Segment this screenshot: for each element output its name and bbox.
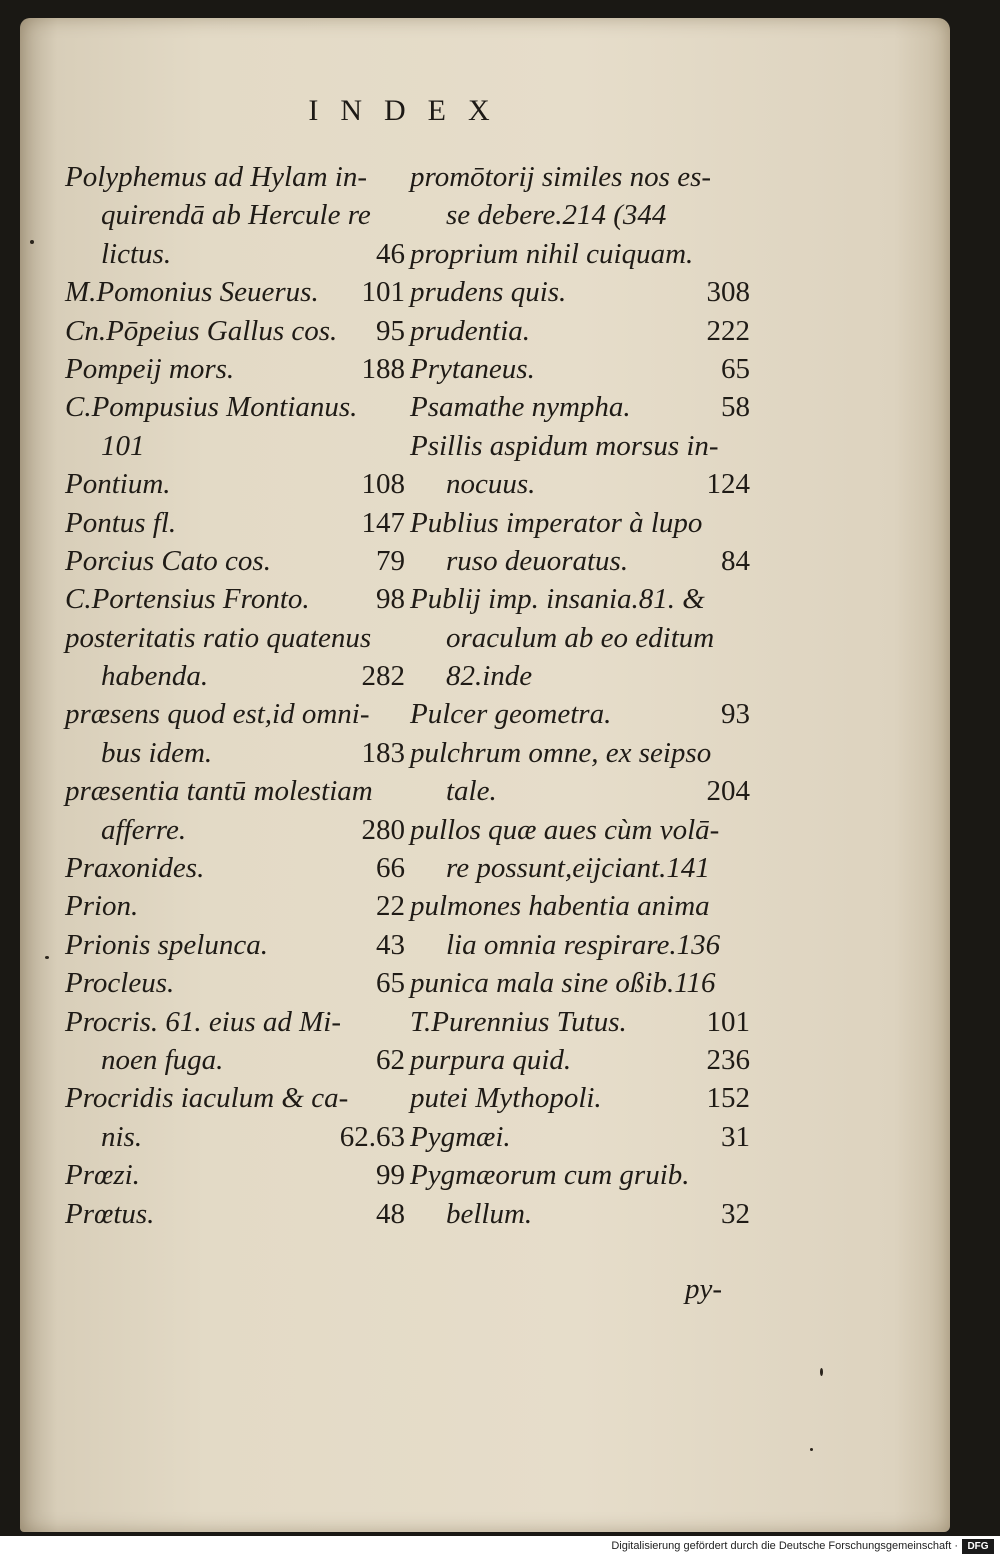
index-entry	[410, 619, 750, 657]
entry-text: Prœzi.	[65, 1159, 140, 1192]
entry-text: Psamathe nympha.	[410, 391, 631, 424]
entry-text: habenda.	[101, 660, 209, 693]
entry-text: Publij imp. insania.81. &	[410, 583, 705, 616]
entry-text: pulchrum omne, ex seipso	[410, 736, 712, 769]
entry-page-number: 124	[706, 468, 750, 501]
entry-page-number: 280	[361, 813, 405, 846]
index-entry	[410, 964, 750, 1002]
index-entry	[65, 312, 405, 350]
index-column-right	[410, 158, 750, 1233]
entry-page-number: 101	[361, 276, 405, 309]
entry-text: Cn.Pōpeius Gallus cos.	[65, 314, 338, 347]
index-entry	[65, 849, 405, 887]
entry-page-number: 66	[376, 852, 405, 885]
entry-page-number: 188	[361, 352, 405, 385]
entry-text: Pontus fl.	[65, 506, 177, 539]
entry-text: pulmones habentia anima	[410, 890, 710, 923]
entry-text: nis.	[101, 1120, 143, 1153]
index-entry	[65, 734, 405, 772]
entry-page-number: 308	[706, 276, 750, 309]
entry-page-number: 236	[706, 1043, 750, 1076]
index-entry	[410, 926, 750, 964]
entry-text: posteritatis ratio quatenus	[65, 621, 372, 654]
entry-text: Praxonides.	[65, 852, 205, 885]
entry-text: proprium nihil cuiquam.	[410, 237, 694, 270]
entry-text: tale.	[446, 775, 497, 808]
index-entry	[410, 542, 750, 580]
entry-text: præsens quod est,id omni-	[65, 698, 370, 731]
entry-text: Pygmæorum cum gruib.	[410, 1159, 690, 1192]
entry-text: C.Pompusius Montianus.	[65, 391, 358, 424]
entry-text: Procris. 61. eius ad Mi-	[65, 1005, 342, 1038]
index-entry	[410, 235, 750, 273]
index-entry	[410, 1156, 750, 1194]
index-entry	[65, 964, 405, 1002]
entry-page-number: 46	[376, 237, 405, 270]
entry-text: se debere.214 (344	[446, 199, 667, 232]
entry-page-number: 48	[376, 1197, 405, 1230]
index-entry	[65, 811, 405, 849]
entry-text: nocuus.	[446, 468, 536, 501]
index-entry	[410, 465, 750, 503]
index-entry	[410, 1118, 750, 1156]
index-entry	[410, 1195, 750, 1233]
entry-text: 82.inde	[446, 660, 533, 693]
entry-page-number: 147	[361, 506, 405, 539]
ink-speck	[820, 1368, 823, 1376]
entry-text: C.Portensius Fronto.	[65, 583, 310, 616]
index-entry	[410, 695, 750, 733]
index-entry	[65, 1041, 405, 1079]
entry-text: Pygmæi.	[410, 1120, 511, 1153]
entry-text: Procleus.	[65, 967, 175, 1000]
index-entry	[410, 1041, 750, 1079]
index-entry	[65, 504, 405, 542]
entry-text: T.Purennius Tutus.	[410, 1005, 627, 1038]
entry-text: Prionis spelunca.	[65, 928, 268, 961]
index-entry	[65, 427, 405, 465]
entry-page-number: 65	[721, 352, 750, 385]
index-entry	[65, 580, 405, 618]
book-page	[20, 18, 950, 1532]
entry-text: ruso deuoratus.	[446, 544, 629, 577]
entry-text: Prœtus.	[65, 1197, 155, 1230]
index-entry	[65, 388, 405, 426]
index-entry	[65, 1118, 405, 1156]
entry-page-number: 93	[721, 698, 750, 731]
entry-page-number: 152	[706, 1082, 750, 1115]
ink-speck	[810, 1448, 813, 1451]
entry-page-number: 183	[361, 736, 405, 769]
index-entry	[65, 887, 405, 925]
index-entry	[410, 734, 750, 772]
index-column-left	[65, 158, 405, 1233]
entry-text: afferre.	[101, 813, 187, 846]
entry-text: Publius imperator à lupo	[410, 506, 703, 539]
entry-text: pullos quæ aues cùm volā-	[410, 813, 720, 846]
entry-text: purpura quid.	[410, 1043, 572, 1076]
ink-speck	[30, 240, 34, 244]
index-entry	[410, 811, 750, 849]
entry-text: Prytaneus.	[410, 352, 535, 385]
entry-page-number: 282	[361, 660, 405, 693]
entry-page-number: 222	[706, 314, 750, 347]
index-entry	[410, 388, 750, 426]
footer-credit: Digitalisierung gefördert durch die Deutsche Forschungsgemeinschaft ·	[611, 1540, 958, 1552]
entry-page-number: 43	[376, 928, 405, 961]
index-entry	[65, 1156, 405, 1194]
index-entry	[410, 158, 750, 196]
index-entry	[410, 350, 750, 388]
entry-text: punica mala sine oßib.116	[410, 967, 716, 1000]
index-entry	[410, 887, 750, 925]
entry-page-number: 22	[376, 890, 405, 923]
entry-text: Psillis aspidum morsus in-	[410, 429, 719, 462]
index-entry	[65, 619, 405, 657]
index-entry	[65, 350, 405, 388]
index-entry	[65, 158, 405, 196]
entry-page-number: 65	[376, 967, 405, 1000]
index-entry	[410, 504, 750, 542]
entry-text: oraculum ab eo editum	[446, 621, 715, 654]
entry-text: re possunt,eijciant.141	[446, 852, 710, 885]
entry-text: M.Pomonius Seuerus.	[65, 276, 319, 309]
entry-text: Procridis iaculum & ca-	[65, 1082, 349, 1115]
index-entry	[410, 849, 750, 887]
index-entry	[65, 542, 405, 580]
entry-page-number: 79	[376, 544, 405, 577]
entry-page-number: 99	[376, 1159, 405, 1192]
ink-speck	[45, 956, 49, 959]
index-entry	[410, 196, 750, 234]
entry-text: putei Mythopoli.	[410, 1082, 602, 1115]
page-header: INDEX	[308, 94, 512, 127]
index-entry	[65, 196, 405, 234]
entry-page-number: 31	[721, 1120, 750, 1153]
index-entry	[65, 1079, 405, 1117]
index-entry	[410, 580, 750, 618]
index-entry	[65, 465, 405, 503]
entry-text: Pulcer geometra.	[410, 698, 612, 731]
entry-text: Pontium.	[65, 468, 171, 501]
dfg-logo: DFG	[962, 1539, 994, 1554]
index-entry	[65, 235, 405, 273]
entry-text: Prion.	[65, 890, 139, 923]
entry-page-number: 62	[376, 1043, 405, 1076]
entry-page-number: 101	[706, 1005, 750, 1038]
entry-text: Pompeij mors.	[65, 352, 235, 385]
index-entry	[65, 1003, 405, 1041]
entry-text: lia omnia respirare.136	[446, 928, 721, 961]
index-entry	[65, 657, 405, 695]
entry-page-number: 84	[721, 544, 750, 577]
index-entry	[65, 1195, 405, 1233]
entry-text: noen fuga.	[101, 1043, 224, 1076]
entry-text: Porcius Cato cos.	[65, 544, 271, 577]
index-entry	[410, 772, 750, 810]
entry-page-number: 108	[361, 468, 405, 501]
entry-page-number: 98	[376, 583, 405, 616]
index-entry	[65, 772, 405, 810]
entry-text: promōtorij similes nos es-	[410, 161, 712, 193]
index-entry	[65, 695, 405, 733]
entry-page-number: 95	[376, 314, 405, 347]
index-entry	[410, 1079, 750, 1117]
index-entry	[410, 312, 750, 350]
index-entry	[65, 273, 405, 311]
index-entry	[410, 1003, 750, 1041]
entry-page-number: 62.63	[339, 1120, 405, 1153]
entry-page-number: 204	[706, 775, 750, 808]
entry-text: lictus.	[101, 237, 172, 270]
entry-text: bellum.	[446, 1197, 533, 1230]
entry-text: Polyphemus ad Hylam in-	[65, 161, 368, 193]
entry-text: præsentia tantū molestiam	[65, 775, 373, 808]
footer-bar	[0, 1536, 1000, 1559]
index-entry	[410, 273, 750, 311]
catchword: py-	[685, 1273, 723, 1305]
entry-page-number: 58	[721, 391, 750, 424]
entry-text: 101	[101, 429, 145, 462]
entry-text: prudentia.	[410, 314, 531, 347]
index-entry	[410, 657, 750, 695]
index-entry	[65, 926, 405, 964]
index-entry	[410, 427, 750, 465]
entry-text: quirendā ab Hercule re	[101, 199, 371, 232]
entry-text: bus idem.	[101, 736, 213, 769]
entry-page-number: 32	[721, 1197, 750, 1230]
entry-text: prudens quis.	[410, 276, 567, 309]
